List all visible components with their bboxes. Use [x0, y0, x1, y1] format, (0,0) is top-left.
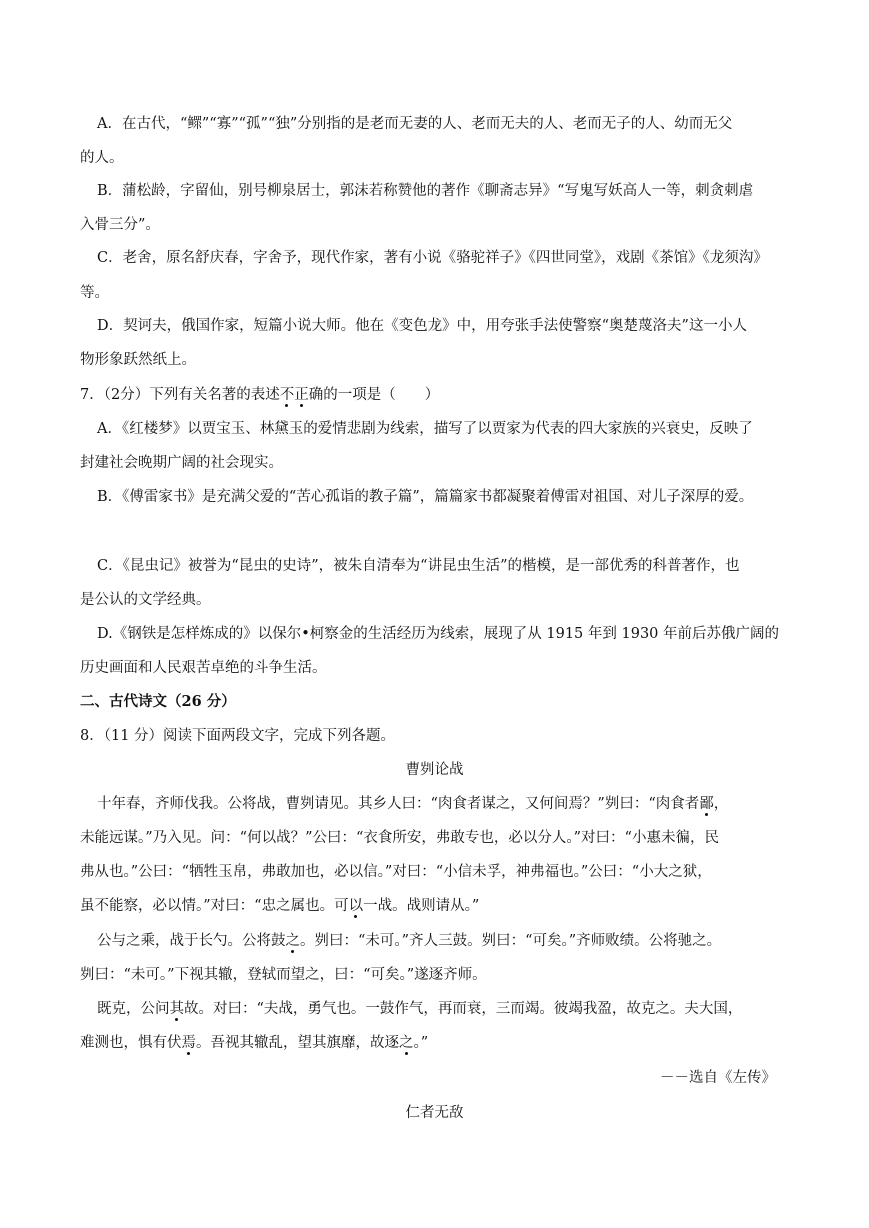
q7-option-a-line1: A．《红楼梦》以贾宝玉、林黛玉的爱情悲剧为线索，描写了以贾家为代表的四大家族的兴衰史，反映了	[97, 421, 753, 437]
text-run: 虽不能察，必以情。”对曰：“忠之属也。可	[80, 898, 349, 914]
q6-option-b-line2: 入骨三分”。	[80, 217, 160, 233]
q7-option-b-line1: B．《傅雷家书》是充满父爱的“苦心孤诣的教子篇”，篇篇家书都凝聚着傅雷对祖国、对儿子深厚的爱。	[97, 489, 754, 505]
q6-option-b-line1: B．蒲松龄，字留仙，别号柳泉居士，郭沫若称赞他的著作《聊斋志异》“写鬼写妖高人一等，刺贪刺虐	[97, 183, 754, 199]
q6-option-d-line2: 物形象跃然纸上。	[80, 352, 196, 368]
passage1-para2-line1	[97, 931, 869, 951]
q6-option-c-line2: 等。	[80, 285, 109, 301]
section-heading: 二、古代诗文（26 分）	[80, 693, 236, 710]
passage1-para2-line2: 刿曰：“未可。”下视其辙，登轼而望之，曰：“可矣。”遂逐齐师。	[80, 967, 487, 983]
q7-stem	[80, 385, 869, 405]
emphasis-char: 其	[169, 1001, 184, 1017]
text-run: 公与之乘，战于长勺。公将鼓	[97, 933, 286, 949]
q7-option-c-line2: 是公认的文学经典。	[80, 592, 211, 608]
passage1-source: －－选自《左传》	[660, 1070, 776, 1086]
q7-option-c-line1: C．《昆虫记》被誉为“昆虫的史诗”，被朱自清奉为“讲昆虫生活”的楷模，是一部优秀的科普著作，也	[97, 558, 740, 574]
passage1-para1-line2: 未能远谋。”乃入见。问：“何以战？”公曰：“衣食所安，弗敢专也，必以分人。”对曰：“小惠未徧，民	[80, 830, 719, 846]
text-run: ，	[713, 796, 729, 812]
q8-stem: 8．（11 分）阅读下面两段文字，完成下列各题。	[80, 728, 396, 744]
emphasis-char: 不	[279, 387, 295, 403]
q6-option-a-line2: 的人。	[80, 150, 124, 166]
q7-option-d-line2: 历史画面和人民艰苦卓绝的斗争生活。	[80, 660, 327, 676]
emphasis-char: 以	[348, 898, 364, 914]
q7-option-d-line1: D.《钢铁是怎样炼成的》以保尔•柯察金的生活经历为线索，展现了从 1915 年到 1930 年前后苏俄广阔的	[97, 626, 780, 642]
q7-stem-part1: 7．（2分）下列有关名著的表述	[80, 387, 280, 403]
q6-option-d-line1: D．契诃夫，俄国作家，短篇小说大师。他在《变色龙》中，用夸张手法使警察“奥楚蔑洛夫”这一小人	[97, 318, 747, 334]
emphasis-char: 正	[294, 387, 309, 403]
passage1-para3-line1	[97, 999, 869, 1019]
text-run: 故。对曰：“夫战，勇气也。一鼓作气，再而衰，三而竭。彼竭我盈，故克之。夫大国，	[184, 1001, 743, 1017]
text-run: 难测也，惧有伏	[80, 1035, 182, 1051]
passage1-para1-line1	[97, 794, 869, 814]
passage1-para3-line2	[80, 1033, 869, 1053]
q7-option-a-line2: 封建社会晚期广阔的社会现实。	[80, 455, 283, 471]
q6-option-a-line1: A．在古代，“鳏”“寡”“孤”“独”分别指的是老而无妻的人、老而无夫的人、老而无子的人、幼而无父	[97, 116, 733, 132]
passage1-para1-line3: 弗从也。”公曰：“牺牲玉帛，弗敢加也，必以信。”对曰：“小信未孚，神弗福也。”公曰：“小大之狱，	[80, 864, 712, 880]
emphasis-char: 之	[285, 933, 300, 949]
passage1-para1-line4	[80, 896, 869, 916]
emphasis-char: 之	[399, 1035, 414, 1051]
emphasis-char: 焉	[181, 1035, 196, 1051]
emphasis-char: 鄙	[699, 796, 714, 812]
text-run: 十年春，齐师伐我。公将战，曹刿请见。其乡人曰：“肉食者谋之，又何间焉？”刿曰：“肉食者	[97, 796, 700, 812]
passage-title-2: 仁者无敌	[405, 1105, 464, 1121]
q6-option-c-line1: C．老舍，原名舒庆春，字舍予，现代作家，著有小说《骆驼祥子》《四世同堂》，戏剧《茶馆》《龙须沟》	[97, 250, 768, 266]
text-run: 。刿曰：“未可。”齐人三鼓。刿曰：“可矣。”齐师败绩。公将驰之。	[300, 933, 722, 949]
text-run: 一战。战则请从。”	[363, 898, 480, 914]
text-run: 既克，公问	[97, 1001, 170, 1017]
text-run: 。吾视其辙乱，望其旗靡，故逐	[196, 1035, 399, 1051]
text-run: 。”	[413, 1035, 429, 1051]
q7-stem-part2: 确的一项是（ ）	[308, 387, 440, 403]
passage-title-1: 曹刿论战	[405, 762, 464, 778]
